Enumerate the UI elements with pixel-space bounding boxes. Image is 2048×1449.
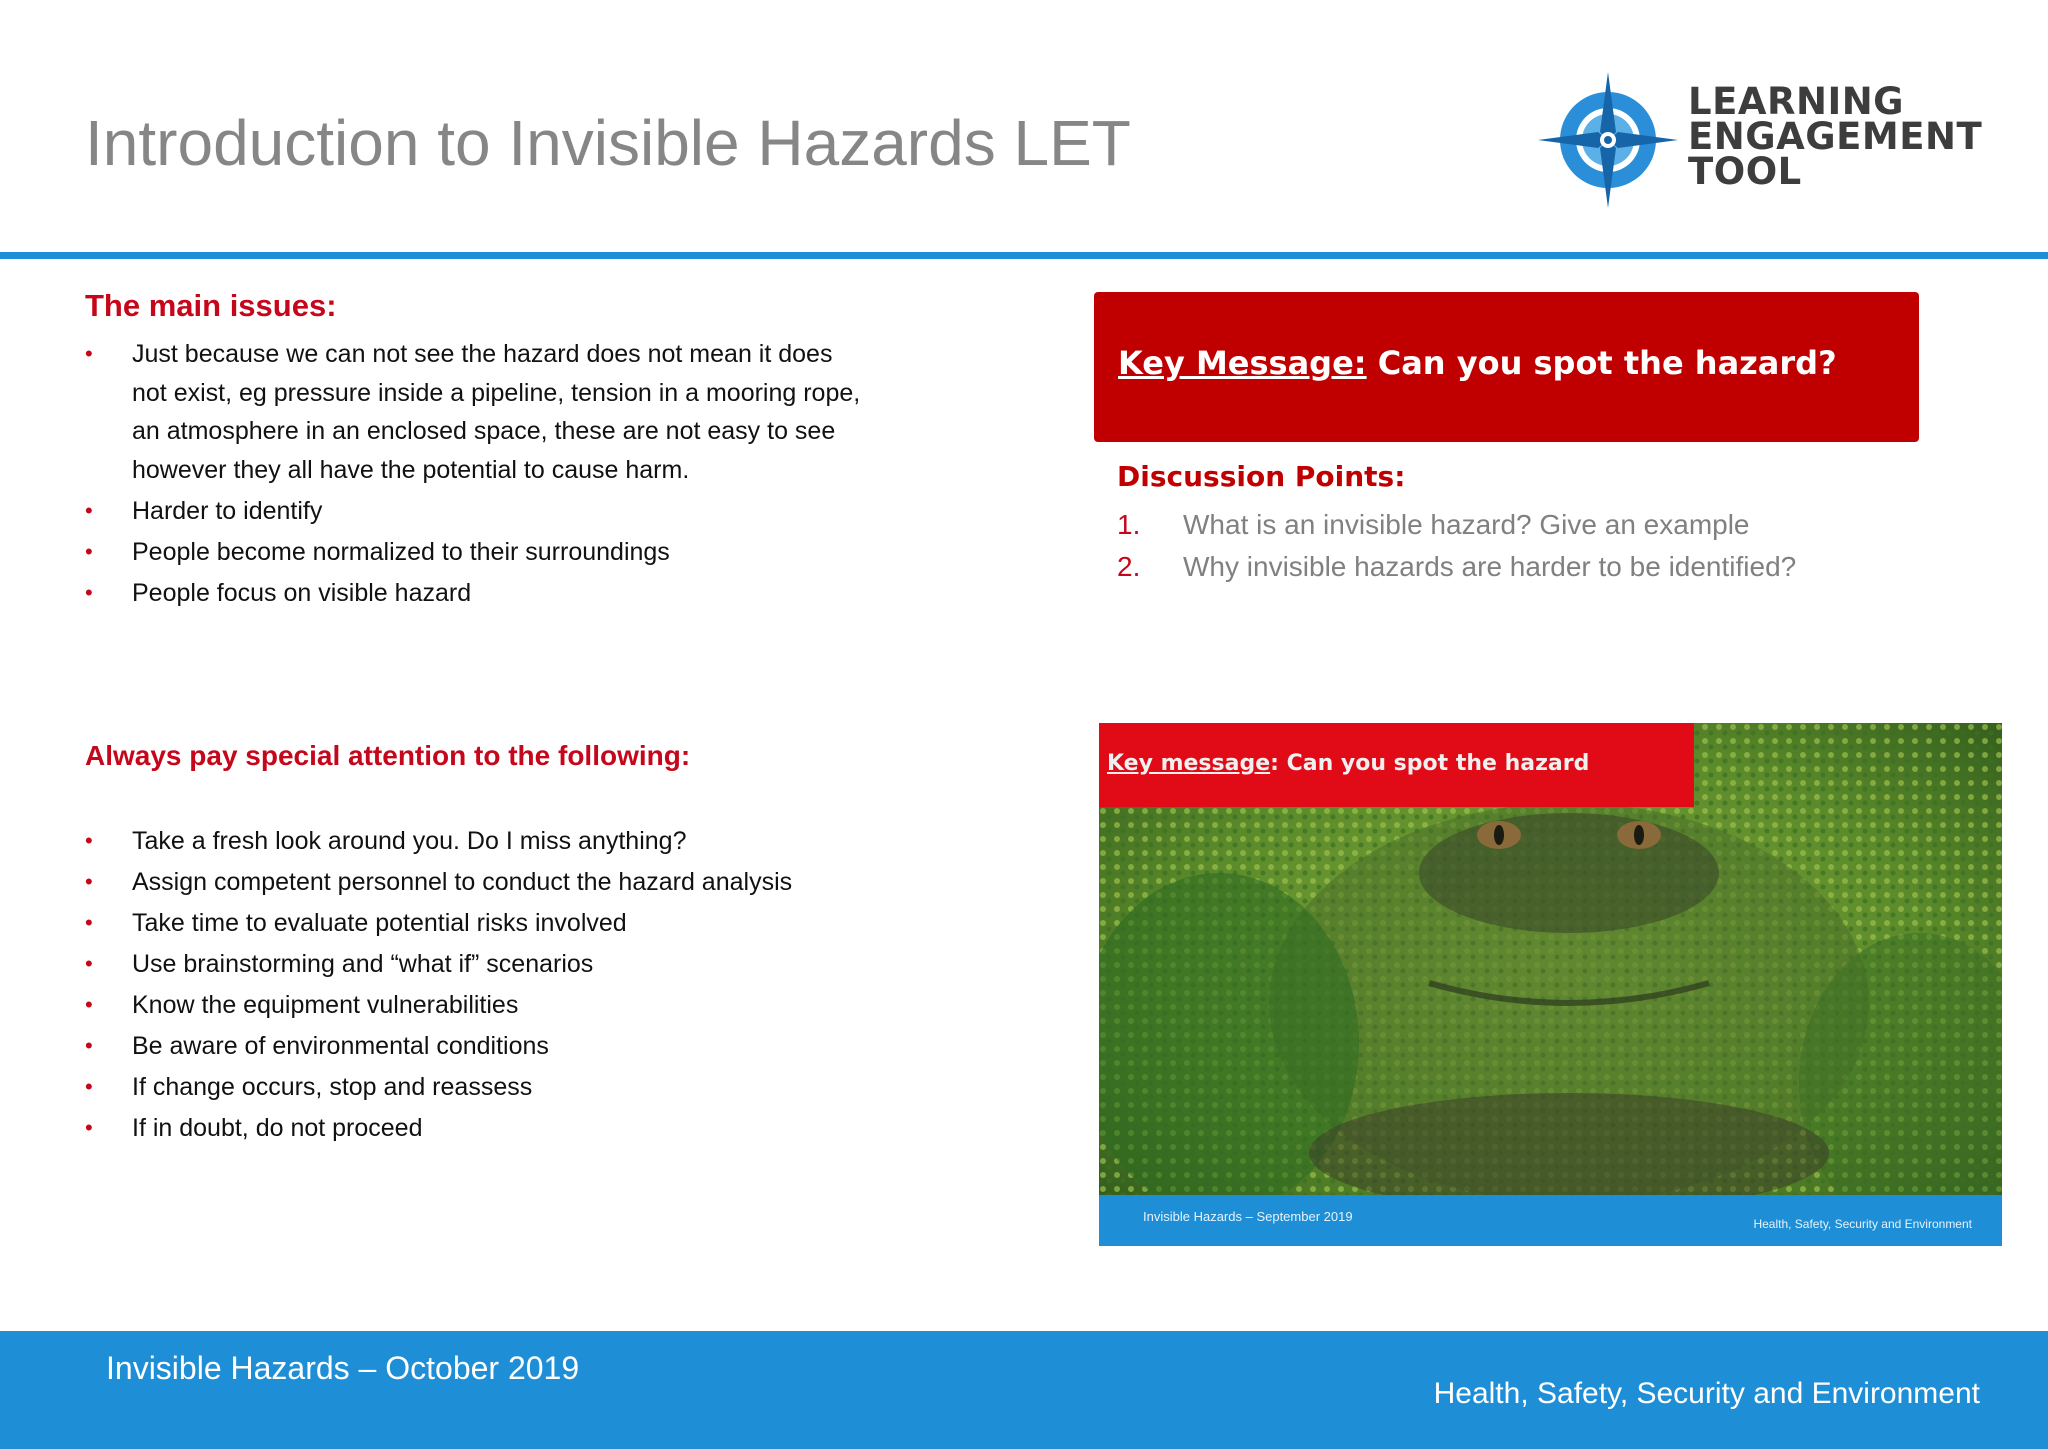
bullet-icon: • (85, 1074, 93, 1099)
logo-line: LEARNING (1688, 80, 1905, 123)
bullet-icon: • (85, 497, 93, 523)
list-item (85, 492, 865, 531)
header-divider (0, 252, 2048, 259)
page-title: Introduction to Invisible Hazards LET (85, 107, 1131, 179)
list-number: 2. (1117, 551, 1141, 582)
attention-heading: Always pay special attention to the following: (85, 740, 691, 771)
logo-wordmark (1688, 80, 1983, 193)
bullet-icon: • (85, 579, 93, 605)
list-item-text: People become normalized to their surroundings (132, 537, 670, 566)
list-item (85, 1027, 865, 1066)
photo-key-message (1107, 751, 1589, 776)
bullet-icon: • (85, 910, 93, 935)
bullet-icon: • (85, 341, 93, 366)
bullet-icon: • (85, 951, 93, 976)
list-item-text: Harder to identify (132, 496, 323, 525)
list-item (85, 1068, 865, 1107)
list-item-text: Just because we can not see the hazard does not mean it does not exist, eg pressure inside a pipeline, tension in a mooring rope, an atmosphere in an enclosed space, these are not easy to see however they all have the potential to cause harm. (132, 340, 861, 484)
list-item (1117, 504, 1796, 546)
compass-icon (1536, 70, 1686, 210)
list-item-text: Why invisible hazards are harder to be identified? (1183, 551, 1797, 582)
list-item-text: Be aware of environmental conditions (132, 1032, 549, 1060)
slide-footer (0, 1331, 2048, 1449)
attention-list (85, 822, 865, 1150)
photo-key-text: : Can you spot the hazard (1270, 751, 1590, 776)
list-item-text: Know the equipment vulnerabilities (132, 991, 519, 1019)
list-item (85, 822, 865, 861)
key-message-box (1094, 292, 1919, 442)
camouflaged-alligator-image (1099, 723, 2002, 1246)
bullet-icon: • (85, 869, 93, 894)
key-message-label: Key Message: (1118, 344, 1367, 382)
footer-date-text: Invisible Hazards – October 2019 (106, 1350, 580, 1386)
bullet-icon: • (85, 828, 93, 853)
list-item-text: People focus on visible hazard (132, 578, 472, 607)
photo-footer-right: Health, Safety, Security and Environment (1753, 1217, 1972, 1231)
key-message-text: Can you spot the hazard? (1366, 344, 1837, 382)
discussion-points-heading: Discussion Points: (1117, 460, 1406, 493)
list-item (85, 986, 865, 1025)
bullet-icon: • (85, 538, 93, 564)
list-item-text: What is an invisible hazard? Give an example (1183, 509, 1750, 540)
photo-footer-left: Invisible Hazards – September 2019 (1143, 1209, 1353, 1224)
footer-department-text: Health, Safety, Security and Environment (1433, 1377, 1980, 1410)
main-issues-list (85, 335, 865, 615)
photo-footer (1099, 1195, 2002, 1246)
key-message (1118, 344, 1837, 382)
logo-line: TOOL (1688, 150, 1802, 193)
list-item-text: Assign competent personnel to conduct the hazard analysis (132, 868, 793, 896)
list-item (85, 533, 865, 572)
list-item-text: Take time to evaluate potential risks involved (132, 909, 627, 937)
list-item (85, 574, 865, 613)
list-number: 1. (1117, 509, 1141, 540)
bullet-icon: • (85, 1033, 93, 1058)
photo-key-label: Key message (1107, 751, 1271, 776)
list-item (85, 1109, 865, 1148)
list-item-text: If in doubt, do not proceed (132, 1114, 423, 1142)
list-item (85, 904, 865, 943)
list-item (85, 335, 865, 489)
list-item-text: If change occurs, stop and reassess (132, 1073, 533, 1101)
learning-engagement-tool-logo (1536, 70, 1981, 210)
list-item (85, 863, 865, 902)
bullet-icon: • (85, 992, 93, 1017)
list-item-text: Use brainstorming and “what if” scenarios (132, 950, 594, 978)
bullet-icon: • (85, 1115, 93, 1140)
list-item (85, 945, 865, 984)
list-item (1117, 546, 1796, 588)
main-issues-heading: The main issues: (85, 288, 337, 323)
logo-line: ENGAGEMENT (1688, 115, 1983, 158)
list-item-text: Take a fresh look around you. Do I miss anything? (132, 827, 687, 855)
discussion-points-list (1117, 504, 1796, 588)
photo-banner (1099, 723, 1694, 807)
